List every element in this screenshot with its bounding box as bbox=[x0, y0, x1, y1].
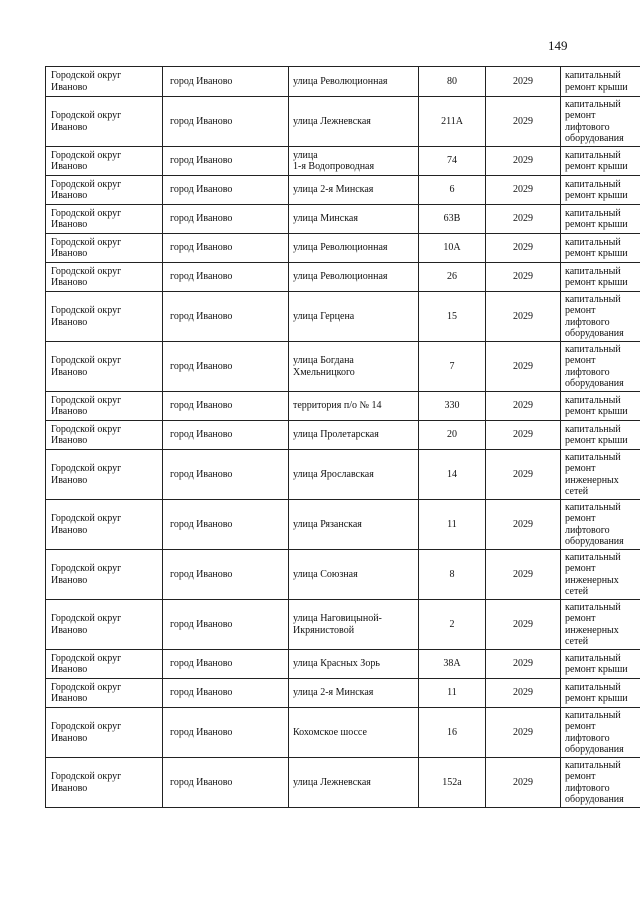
street-cell bbox=[289, 500, 419, 550]
work-type-cell-text: капитальный ремонт крыши bbox=[565, 149, 628, 172]
year-cell-text: 2029 bbox=[513, 75, 533, 87]
okrug-cell bbox=[46, 421, 163, 450]
table-row bbox=[46, 97, 640, 147]
city-cell-text: город Иваново bbox=[170, 468, 233, 480]
city-cell bbox=[163, 342, 289, 392]
house-number-cell bbox=[419, 600, 486, 650]
year-cell bbox=[486, 205, 561, 234]
street-cell-text: улица Лежневская bbox=[293, 115, 371, 127]
street-cell bbox=[289, 234, 419, 263]
house-number-cell bbox=[419, 342, 486, 392]
street-cell bbox=[289, 650, 419, 679]
city-cell-text: город Иваново bbox=[170, 518, 233, 530]
okrug-cell-text: Городской округ Иваново bbox=[51, 513, 122, 536]
street-cell-text: улица Союзная bbox=[293, 568, 358, 580]
street-cell bbox=[289, 205, 419, 234]
okrug-cell bbox=[46, 550, 163, 600]
year-cell-text: 2029 bbox=[513, 429, 533, 441]
work-type-cell bbox=[561, 708, 640, 758]
work-type-cell-text: капитальный ремонт крыши bbox=[565, 681, 628, 704]
year-cell bbox=[486, 650, 561, 679]
street-cell-text: улица 1-я Водопроводная bbox=[293, 149, 375, 172]
year-cell bbox=[486, 147, 561, 176]
street-cell-text: территория п/о № 14 bbox=[293, 400, 382, 412]
street-cell bbox=[289, 176, 419, 205]
okrug-cell-text: Городской округ Иваново bbox=[51, 305, 122, 328]
year-cell-text: 2029 bbox=[513, 726, 533, 738]
year-cell bbox=[486, 679, 561, 708]
city-cell bbox=[163, 450, 289, 500]
work-type-cell-text: капитальный ремонт крыши bbox=[565, 207, 628, 230]
year-cell-text: 2029 bbox=[513, 400, 533, 412]
work-type-cell bbox=[561, 450, 640, 500]
table-row bbox=[46, 147, 640, 176]
house-number-cell-text: 11 bbox=[447, 518, 457, 530]
table-row bbox=[46, 205, 640, 234]
work-type-cell-text: капитальный ремонт инженерных сетей bbox=[565, 551, 621, 597]
street-cell bbox=[289, 450, 419, 500]
street-cell bbox=[289, 292, 419, 342]
city-cell-text: город Иваново bbox=[170, 75, 233, 87]
year-cell-text: 2029 bbox=[513, 518, 533, 530]
table-row bbox=[46, 392, 640, 421]
work-type-cell-text: капитальный ремонт инженерных сетей bbox=[565, 601, 621, 647]
street-cell bbox=[289, 600, 419, 650]
city-cell bbox=[163, 234, 289, 263]
city-cell-text: город Иваново bbox=[170, 776, 233, 788]
year-cell-text: 2029 bbox=[513, 242, 533, 254]
house-number-cell bbox=[419, 679, 486, 708]
house-number-cell bbox=[419, 97, 486, 147]
work-type-cell bbox=[561, 550, 640, 600]
city-cell-text: город Иваново bbox=[170, 360, 233, 372]
house-number-cell bbox=[419, 147, 486, 176]
year-cell-text: 2029 bbox=[513, 618, 533, 630]
street-cell-text: улица 2-я Минская bbox=[293, 184, 374, 196]
work-type-cell-text: капитальный ремонт лифтового оборудования bbox=[565, 98, 624, 144]
house-number-cell-text: 2 bbox=[449, 618, 455, 630]
city-cell bbox=[163, 679, 289, 708]
table-row bbox=[46, 67, 640, 97]
work-type-cell bbox=[561, 234, 640, 263]
table-row bbox=[46, 650, 640, 679]
house-number-cell-text: 74 bbox=[447, 155, 457, 167]
house-number-cell-text: 63В bbox=[443, 213, 461, 225]
street-cell-text: улица Лежневская bbox=[293, 776, 371, 788]
table-row bbox=[46, 263, 640, 292]
year-cell bbox=[486, 176, 561, 205]
city-cell-text: город Иваново bbox=[170, 568, 233, 580]
work-type-cell bbox=[561, 679, 640, 708]
house-number-cell bbox=[419, 263, 486, 292]
okrug-cell bbox=[46, 263, 163, 292]
work-type-cell-text: капитальный ремонт лифтового оборудования bbox=[565, 501, 624, 547]
work-type-cell bbox=[561, 263, 640, 292]
city-cell bbox=[163, 97, 289, 147]
city-cell-text: город Иваново bbox=[170, 242, 233, 254]
city-cell-text: город Иваново bbox=[170, 310, 233, 322]
house-number-cell-text: 7 bbox=[449, 360, 455, 372]
street-cell-text: улица Революционная bbox=[293, 271, 388, 283]
work-type-cell bbox=[561, 67, 640, 97]
work-type-cell-text: капитальный ремонт лифтового оборудования bbox=[565, 759, 624, 805]
street-cell bbox=[289, 550, 419, 600]
street-cell bbox=[289, 342, 419, 392]
city-cell bbox=[163, 147, 289, 176]
okrug-cell-text: Городской округ Иваново bbox=[51, 207, 122, 230]
work-type-cell bbox=[561, 176, 640, 205]
house-number-cell-text: 38А bbox=[443, 658, 461, 670]
work-type-cell-text: капитальный ремонт крыши bbox=[565, 70, 628, 93]
year-cell-text: 2029 bbox=[513, 687, 533, 699]
okrug-cell bbox=[46, 450, 163, 500]
house-number-cell bbox=[419, 67, 486, 97]
house-number-cell bbox=[419, 292, 486, 342]
street-cell-text: улица Красных Зорь bbox=[293, 658, 380, 670]
house-number-cell bbox=[419, 234, 486, 263]
year-cell-text: 2029 bbox=[513, 115, 533, 127]
street-cell bbox=[289, 97, 419, 147]
house-number-cell-text: 16 bbox=[447, 726, 457, 738]
okrug-cell bbox=[46, 234, 163, 263]
okrug-cell bbox=[46, 708, 163, 758]
okrug-cell bbox=[46, 205, 163, 234]
table-row bbox=[46, 679, 640, 708]
house-number-cell-text: 8 bbox=[449, 568, 455, 580]
city-cell-text: город Иваново bbox=[170, 400, 233, 412]
work-type-cell-text: капитальный ремонт крыши bbox=[565, 265, 628, 288]
table-row bbox=[46, 176, 640, 205]
house-number-cell-text: 26 bbox=[447, 271, 457, 283]
table-row bbox=[46, 500, 640, 550]
year-cell bbox=[486, 421, 561, 450]
city-cell bbox=[163, 263, 289, 292]
okrug-cell-text: Городской округ Иваново bbox=[51, 110, 122, 133]
city-cell bbox=[163, 650, 289, 679]
work-type-cell bbox=[561, 500, 640, 550]
house-number-cell-text: 10А bbox=[443, 242, 461, 254]
table-row bbox=[46, 234, 640, 263]
work-type-cell bbox=[561, 292, 640, 342]
city-cell bbox=[163, 600, 289, 650]
okrug-cell-text: Городской округ Иваново bbox=[51, 613, 122, 636]
work-type-cell-text: капитальный ремонт крыши bbox=[565, 236, 628, 259]
street-cell-text: Кохомское шоссе bbox=[293, 726, 367, 738]
street-cell bbox=[289, 147, 419, 176]
okrug-cell-text: Городской округ Иваново bbox=[51, 652, 122, 675]
city-cell-text: город Иваново bbox=[170, 155, 233, 167]
work-type-cell-text: капитальный ремонт лифтового оборудования bbox=[565, 343, 624, 389]
okrug-cell-text: Городской округ Иваново bbox=[51, 236, 122, 259]
table-row bbox=[46, 550, 640, 600]
work-type-cell bbox=[561, 421, 640, 450]
city-cell-text: город Иваново bbox=[170, 687, 233, 699]
house-number-cell-text: 330 bbox=[444, 400, 460, 412]
city-cell bbox=[163, 550, 289, 600]
street-cell-text: улица Наговицыной- Икрянистовой bbox=[293, 613, 382, 636]
table-row bbox=[46, 342, 640, 392]
page-number: 149 bbox=[548, 38, 568, 53]
street-cell-text: улица Пролетарская bbox=[293, 429, 379, 441]
year-cell bbox=[486, 292, 561, 342]
okrug-cell bbox=[46, 600, 163, 650]
year-cell bbox=[486, 263, 561, 292]
city-cell bbox=[163, 67, 289, 97]
city-cell-text: город Иваново bbox=[170, 115, 233, 127]
year-cell-text: 2029 bbox=[513, 155, 533, 167]
house-number-cell-text: 211А bbox=[441, 115, 463, 127]
city-cell-text: город Иваново bbox=[170, 213, 233, 225]
okrug-cell bbox=[46, 342, 163, 392]
house-number-cell-text: 6 bbox=[449, 184, 455, 196]
year-cell bbox=[486, 234, 561, 263]
year-cell bbox=[486, 500, 561, 550]
okrug-cell-text: Городской округ Иваново bbox=[51, 463, 122, 486]
year-cell-text: 2029 bbox=[513, 468, 533, 480]
year-cell-text: 2029 bbox=[513, 213, 533, 225]
okrug-cell-text: Городской округ Иваново bbox=[51, 178, 122, 201]
street-cell-text: улица Герцена bbox=[293, 310, 355, 322]
year-cell-text: 2029 bbox=[513, 271, 533, 283]
street-cell bbox=[289, 392, 419, 421]
street-cell-text: улица Ярославская bbox=[293, 468, 374, 480]
year-cell bbox=[486, 708, 561, 758]
okrug-cell bbox=[46, 97, 163, 147]
year-cell-text: 2029 bbox=[513, 568, 533, 580]
year-cell bbox=[486, 600, 561, 650]
year-cell-text: 2029 bbox=[513, 184, 533, 196]
city-cell bbox=[163, 500, 289, 550]
house-number-cell bbox=[419, 758, 486, 808]
year-cell bbox=[486, 97, 561, 147]
house-number-cell-text: 152а bbox=[442, 776, 462, 788]
house-number-cell-text: 80 bbox=[447, 75, 457, 87]
work-type-cell bbox=[561, 650, 640, 679]
city-cell-text: город Иваново bbox=[170, 271, 233, 283]
work-type-cell-text: капитальный ремонт крыши bbox=[565, 423, 628, 446]
year-cell bbox=[486, 450, 561, 500]
okrug-cell-text: Городской округ Иваново bbox=[51, 771, 122, 794]
street-cell-text: улица Рязанская bbox=[293, 518, 362, 530]
city-cell bbox=[163, 421, 289, 450]
street-cell-text: улица Революционная bbox=[293, 75, 388, 87]
city-cell-text: город Иваново bbox=[170, 429, 233, 441]
city-cell bbox=[163, 708, 289, 758]
table-body bbox=[46, 67, 640, 808]
house-number-cell bbox=[419, 205, 486, 234]
table-row bbox=[46, 758, 640, 808]
street-cell bbox=[289, 708, 419, 758]
okrug-cell bbox=[46, 67, 163, 97]
year-cell bbox=[486, 342, 561, 392]
work-type-cell bbox=[561, 342, 640, 392]
house-number-cell bbox=[419, 500, 486, 550]
okrug-cell-text: Городской округ Иваново bbox=[51, 681, 122, 704]
table-row bbox=[46, 292, 640, 342]
repair-schedule-table bbox=[45, 66, 640, 808]
year-cell bbox=[486, 67, 561, 97]
house-number-cell-text: 11 bbox=[447, 687, 457, 699]
house-number-cell-text: 15 bbox=[447, 310, 457, 322]
okrug-cell-text: Городской округ Иваново bbox=[51, 394, 122, 417]
okrug-cell bbox=[46, 176, 163, 205]
okrug-cell-text: Городской округ Иваново bbox=[51, 70, 122, 93]
street-cell bbox=[289, 679, 419, 708]
work-type-cell-text: капитальный ремонт лифтового оборудования bbox=[565, 709, 624, 755]
year-cell bbox=[486, 758, 561, 808]
year-cell-text: 2029 bbox=[513, 658, 533, 670]
work-type-cell bbox=[561, 392, 640, 421]
work-type-cell-text: капитальный ремонт крыши bbox=[565, 652, 628, 675]
okrug-cell bbox=[46, 679, 163, 708]
okrug-cell bbox=[46, 147, 163, 176]
house-number-cell-text: 14 bbox=[447, 468, 457, 480]
street-cell bbox=[289, 67, 419, 97]
house-number-cell bbox=[419, 650, 486, 679]
city-cell bbox=[163, 392, 289, 421]
city-cell bbox=[163, 176, 289, 205]
house-number-cell bbox=[419, 421, 486, 450]
okrug-cell bbox=[46, 500, 163, 550]
street-cell bbox=[289, 758, 419, 808]
work-type-cell-text: капитальный ремонт крыши bbox=[565, 178, 628, 201]
work-type-cell bbox=[561, 97, 640, 147]
street-cell-text: улица Минская bbox=[293, 213, 358, 225]
okrug-cell bbox=[46, 650, 163, 679]
okrug-cell-text: Городской округ Иваново bbox=[51, 721, 122, 744]
city-cell-text: город Иваново bbox=[170, 726, 233, 738]
city-cell-text: город Иваново bbox=[170, 658, 233, 670]
work-type-cell-text: капитальный ремонт крыши bbox=[565, 394, 628, 417]
year-cell-text: 2029 bbox=[513, 776, 533, 788]
house-number-cell bbox=[419, 392, 486, 421]
house-number-cell bbox=[419, 550, 486, 600]
house-number-cell bbox=[419, 176, 486, 205]
city-cell bbox=[163, 205, 289, 234]
house-number-cell bbox=[419, 708, 486, 758]
okrug-cell-text: Городской округ Иваново bbox=[51, 355, 122, 378]
table-row bbox=[46, 421, 640, 450]
year-cell-text: 2029 bbox=[513, 310, 533, 322]
street-cell-text: улица Богдана Хмельницкого bbox=[293, 355, 355, 378]
street-cell bbox=[289, 421, 419, 450]
okrug-cell-text: Городской округ Иваново bbox=[51, 423, 122, 446]
work-type-cell-text: капитальный ремонт лифтового оборудования bbox=[565, 293, 624, 339]
year-cell-text: 2029 bbox=[513, 360, 533, 372]
house-number-cell-text: 20 bbox=[447, 429, 457, 441]
city-cell-text: город Иваново bbox=[170, 618, 233, 630]
work-type-cell bbox=[561, 205, 640, 234]
year-cell bbox=[486, 392, 561, 421]
work-type-cell bbox=[561, 758, 640, 808]
table-row bbox=[46, 600, 640, 650]
work-type-cell-text: капитальный ремонт инженерных сетей bbox=[565, 451, 621, 497]
city-cell bbox=[163, 292, 289, 342]
okrug-cell bbox=[46, 392, 163, 421]
house-number-cell bbox=[419, 450, 486, 500]
okrug-cell bbox=[46, 758, 163, 808]
work-type-cell bbox=[561, 600, 640, 650]
okrug-cell-text: Городской округ Иваново bbox=[51, 149, 122, 172]
table-row bbox=[46, 450, 640, 500]
work-type-cell bbox=[561, 147, 640, 176]
okrug-cell-text: Городской округ Иваново bbox=[51, 265, 122, 288]
okrug-cell bbox=[46, 292, 163, 342]
street-cell bbox=[289, 263, 419, 292]
city-cell bbox=[163, 758, 289, 808]
table-row bbox=[46, 708, 640, 758]
okrug-cell-text: Городской округ Иваново bbox=[51, 563, 122, 586]
street-cell-text: улица 2-я Минская bbox=[293, 687, 374, 699]
year-cell bbox=[486, 550, 561, 600]
street-cell-text: улица Революционная bbox=[293, 242, 388, 254]
city-cell-text: город Иваново bbox=[170, 184, 233, 196]
